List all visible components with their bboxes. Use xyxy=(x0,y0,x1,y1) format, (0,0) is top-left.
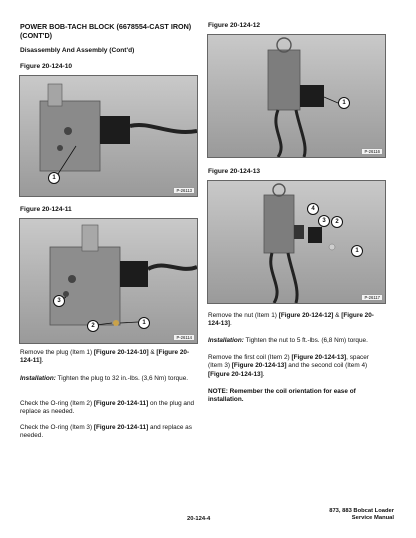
text: . xyxy=(262,370,265,378)
figure-13-label: Figure 20-124-13 xyxy=(208,168,261,175)
figure-13-photo xyxy=(207,180,386,304)
figure-ref: [Figure 20-124-10] xyxy=(93,349,149,356)
figure-13-callout-3: 3 xyxy=(318,215,330,227)
figure-12-code: P-26116 xyxy=(361,148,383,155)
figure-ref: [Figure 20-124-13] xyxy=(208,370,263,378)
figure-10-label: Figure 20-124-10 xyxy=(20,63,73,70)
footer-manual-title xyxy=(274,508,394,522)
installation-label: Installation: xyxy=(20,375,56,382)
text: and the second coil (Item 4) xyxy=(286,362,368,370)
left-paragraph-1 xyxy=(20,349,197,366)
left-paragraph-4 xyxy=(20,424,197,441)
footer-line-1: 873, 883 Bobcat Loader xyxy=(329,508,394,514)
valve-block-illustration xyxy=(20,76,197,196)
figure-12-label: Figure 20-124-12 xyxy=(208,22,261,29)
figure-ref: [Figure 20-124-13] xyxy=(231,362,287,370)
text: Remove the plug (Item 1) xyxy=(20,349,94,356)
figure-11-callout-3: 3 xyxy=(53,295,65,307)
page-title-line1: POWER BOB-TACH BLOCK (6678554-CAST IRON) xyxy=(20,22,192,31)
text: Remove the nut (Item 1) xyxy=(208,312,279,319)
page-title xyxy=(20,22,200,40)
text: Check the O-ring (Item 3) xyxy=(20,424,94,431)
figure-11-callout-2: 2 xyxy=(87,320,99,332)
figure-ref: [Figure 20-124-13] xyxy=(291,354,347,361)
text: , spacer (Item 3) xyxy=(208,354,369,370)
figure-10-photo xyxy=(19,75,198,197)
text: . xyxy=(230,320,232,328)
text: Check the O-ring (Item 2) xyxy=(20,400,94,407)
figure-11-code: P-26114 xyxy=(173,334,195,341)
valve-block-illustration xyxy=(208,35,385,157)
figure-12-photo xyxy=(207,34,386,158)
text: on the plug and replace as needed. xyxy=(20,400,195,416)
figure-10-callout-1: 1 xyxy=(48,172,60,184)
figure-11-photo xyxy=(19,218,198,344)
left-paragraph-3 xyxy=(20,400,197,417)
page-number: 20-124-4 xyxy=(187,516,211,522)
figure-12-callout-1: 1 xyxy=(338,97,350,109)
text: Remove the first coil (Item 2) xyxy=(208,354,292,361)
figure-ref: [Figure 20-124-11] xyxy=(93,400,149,407)
right-paragraph-3 xyxy=(208,354,385,379)
figure-ref: [Figure 20-124-11] xyxy=(20,349,190,365)
text: & xyxy=(148,349,157,356)
figure-ref: [Figure 20-124-12] xyxy=(278,312,334,319)
figure-13-callout-2: 2 xyxy=(331,216,343,228)
figure-13-callout-4: 4 xyxy=(307,203,319,215)
figure-13-code: P-26117 xyxy=(361,294,383,301)
figure-ref: [Figure 20-124-11] xyxy=(93,424,149,431)
footer-line-2: Service Manual xyxy=(351,515,394,521)
left-paragraph-2 xyxy=(20,375,197,383)
figure-ref: [Figure 20-124-13] xyxy=(208,312,374,328)
right-paragraph-2 xyxy=(208,337,385,345)
page-title-line2: (CONT'D) xyxy=(20,31,53,40)
figure-11-callout-1: 1 xyxy=(138,317,150,329)
valve-block-illustration xyxy=(20,219,197,343)
figure-11-label: Figure 20-124-11 xyxy=(20,206,72,213)
text: & xyxy=(333,312,342,319)
note: NOTE: Remember the coil orientation for ease of installation. xyxy=(208,388,356,404)
figure-13-callout-1: 1 xyxy=(351,245,363,257)
installation-label: Installation: xyxy=(208,337,244,344)
text: Tighten the nut to 5 ft.-lbs. (6,8 Nm) torque. xyxy=(243,337,368,344)
figure-10-code: P-26113 xyxy=(173,187,195,194)
text: and replace as needed. xyxy=(20,424,192,440)
section-subtitle: Disassembly And Assembly (Cont'd) xyxy=(20,47,135,54)
valve-block-illustration xyxy=(208,181,385,303)
right-paragraph-1 xyxy=(208,312,385,329)
text: . xyxy=(41,357,44,365)
text: Tighten the plug to 32 in.-lbs. (3,6 Nm) torque. xyxy=(55,375,189,382)
